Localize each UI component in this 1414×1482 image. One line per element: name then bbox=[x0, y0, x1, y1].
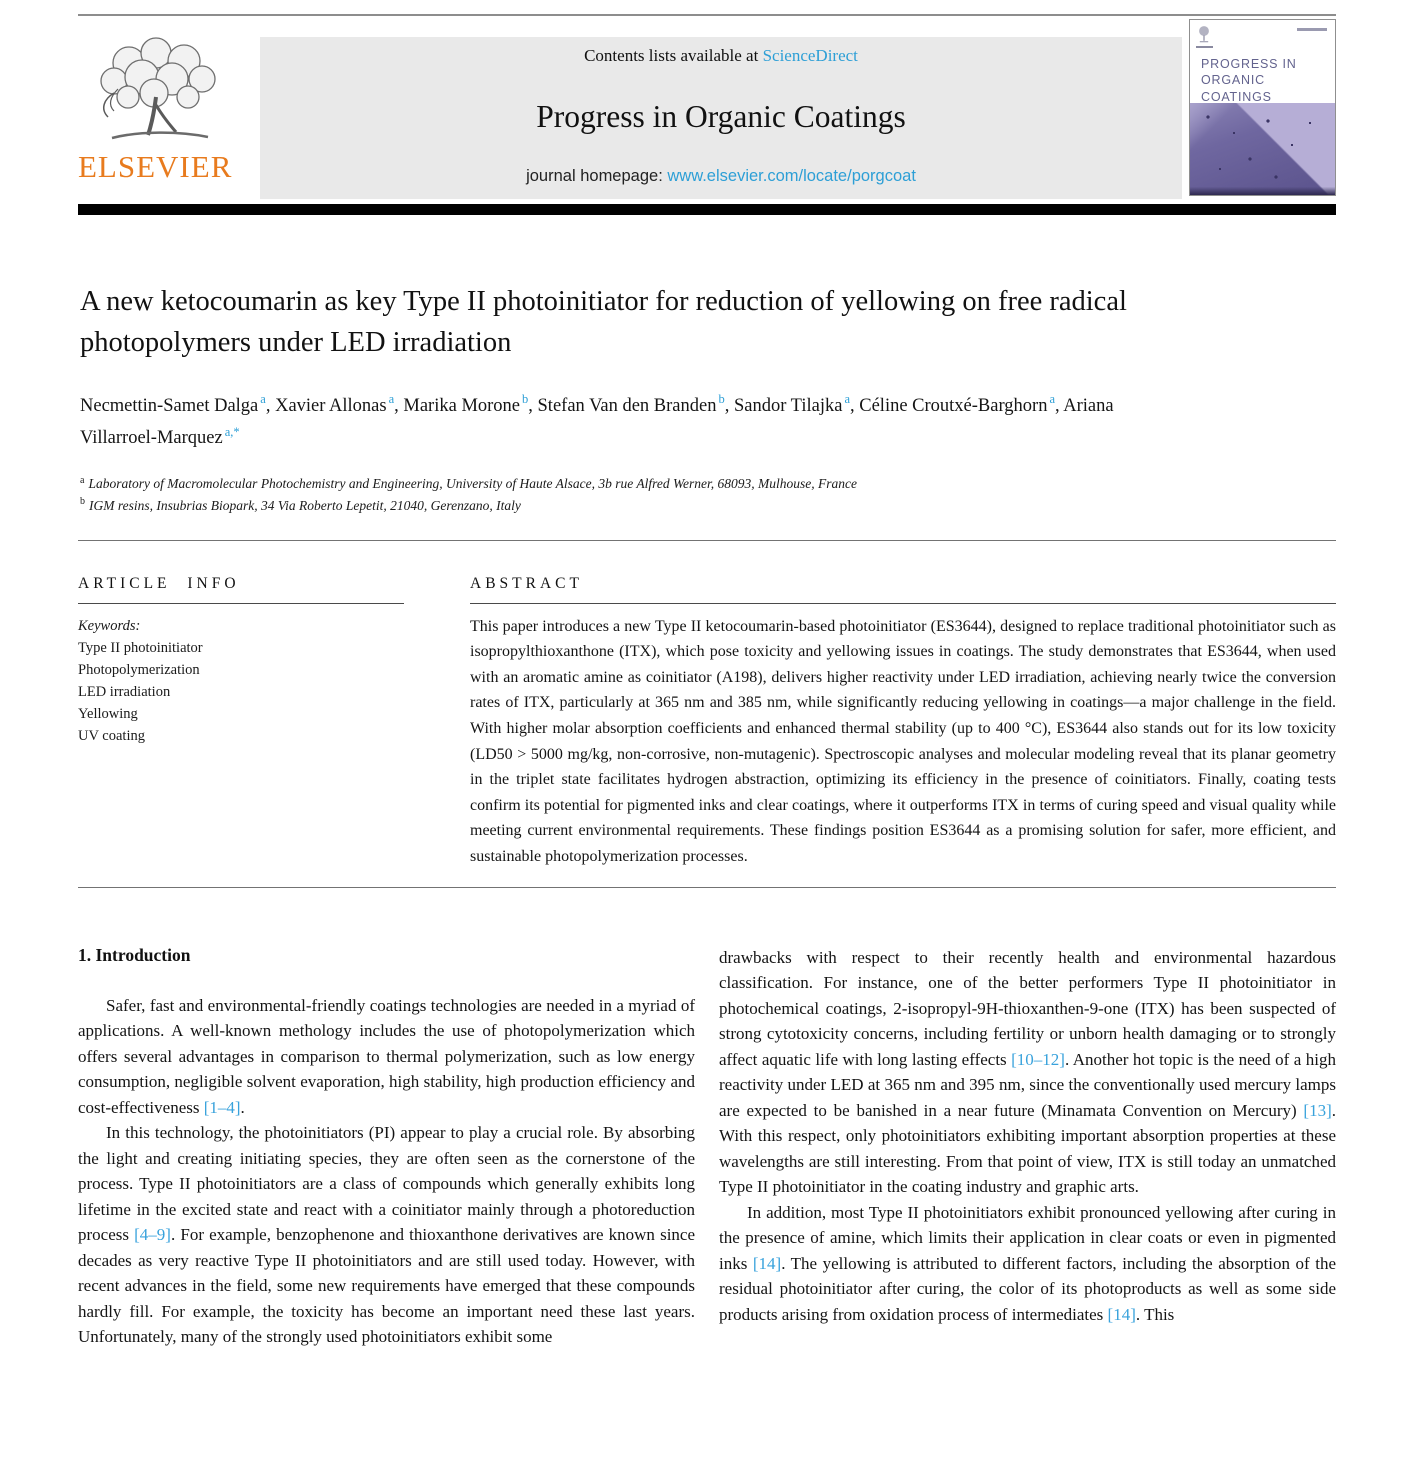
cover-title-line: ORGANIC bbox=[1201, 73, 1265, 88]
cover-issn-text bbox=[1297, 28, 1327, 31]
contents-note: Contents lists available at bbox=[584, 46, 759, 65]
keyword-item: Photopolymerization bbox=[78, 661, 200, 678]
affiliations bbox=[80, 473, 1336, 516]
column-gap bbox=[404, 575, 470, 870]
abstract-text: This paper introduces a new Type II ketocoumarin-based photoinitiator (ES3644), designed to replace traditional photoinitiator such as isopropylthioxanthone (ITX), which pose toxicity and yellowing issues in coatings. The study demonstrates that ES3644, when used with an aromatic amine as coinitiator (A198), delivers higher reactivity under LED irradiation, achieving nearly twice the conversion rates of ITX, particularly at 365 nm and 385 nm, while significantly reducing yellowing in coatings—a major challenge in the field. With higher molar absorption coefficients and enhanced thermal stability (up to 400 °C), ES3644 also stands out for its low toxicity (LD50 > 5000 mg/kg, non-corrosive, non-mutagenic). Spectroscopic analyses and molecular modeling reveal that its planar geometry in the triplet state facilitates hydrogen abstraction, optimizing its efficiency in the presence of coinitiators. Finally, coating tests confirm its potential for pigmented inks and clear coatings, where it outperforms ITX in terms of curing speed and visual quality while meeting current environmental requirements. These findings position ES3644 as a promising solution for safer, more efficient, and sustainable photopolymerization processes. bbox=[470, 617, 1336, 865]
keywords-block bbox=[78, 615, 404, 747]
affiliation-a bbox=[80, 473, 1336, 495]
keyword-item: Yellowing bbox=[78, 705, 138, 722]
journal-article-page bbox=[0, 14, 1414, 1350]
intro-paragraph-4: In addition, most Type II photoinitiators exhibit pronounced yellowing after curing in the presence of amine, which limits their application in clear coats or even in pigmented inks [14]. The yellowing is attributed to different factors, including the absorption of the residual photoinitiator after curing, the color of its photoproducts as well as some side products arising from oxidation process of intermediates [14]. This bbox=[719, 1202, 1337, 1324]
introduction-section bbox=[78, 945, 1336, 1350]
citation-link[interactable]: [4–9] bbox=[134, 1225, 171, 1244]
intro-paragraph-1: Safer, fast and environmental-friendly coatings technologies are needed in a myriad of applications. A well-known methology includes the use of photopolymerization which offers several advantages in comparison to thermal polymerization, such as low energy consumption, negligible solvent evaporation, high stability, high production efficiency and cost-effectiveness [1–4]. bbox=[78, 995, 695, 1117]
intro-paragraph-3: drawbacks with respect to their recently health and environmental hazardous classification. For instance, one of the better performers Type II photoinitiator in photochemical coatings, 2-isopropyl-9H-thioxanthen-9-one (ITX) has been suspected of strong cytotoxicity concerns, including fertility or unborn health damaging or to strongly affect aquatic life with long lasting effects [10–12]. Another hot topic is the need of a high reactivity under LED at 365 nm and 395 nm, since the conventionally used mercury lamps are expected to be banished in a near future (Minamata Convention on Mercury) [13]. With this respect, only photoinitiators exhibiting important absorption properties at these wavelengths are still interesting. From that point of view, ITX is still today an unmatched Type II photoinitiator in the coating industry and graphic arts. bbox=[719, 947, 1336, 1196]
affiliation-b-label: b bbox=[80, 496, 85, 508]
citation-link[interactable]: [14] bbox=[752, 1253, 782, 1273]
abstract-heading: ABSTRACT bbox=[470, 574, 583, 592]
front-matter bbox=[78, 281, 1336, 517]
affiliation-a-text: Laboratory of Macromolecular Photochemistry and Engineering, University of Haute Alsace, 3b rue Alfred Werner, 68093, Mulhouse, France bbox=[88, 476, 857, 492]
author-affiliation-sup[interactable]: b bbox=[718, 392, 725, 407]
elsevier-wordmark: ELSEVIER bbox=[78, 149, 233, 184]
affiliation-b-text: IGM resins, Insubrias Biopark, 34 Via Roberto Lepetit, 21040, Gerenzano, Italy bbox=[89, 497, 521, 513]
keyword-item: UV coating bbox=[78, 727, 145, 744]
author-affiliation-sup[interactable]: a bbox=[260, 392, 266, 407]
homepage-link[interactable]: www.elsevier.com/locate/porgcoat bbox=[667, 167, 916, 185]
homepage-label: journal homepage: bbox=[526, 167, 663, 185]
author-affiliation-sup[interactable]: a,* bbox=[224, 424, 240, 439]
abstract-column bbox=[470, 575, 1336, 870]
keywords-list bbox=[78, 637, 404, 747]
abstract-rule bbox=[470, 603, 1336, 604]
citation-link[interactable]: [14] bbox=[1107, 1304, 1136, 1324]
article-info-heading: ARTICLE INFO bbox=[78, 574, 240, 592]
author-affiliation-sup[interactable]: a bbox=[1049, 392, 1056, 407]
author-affiliation-sup[interactable]: a bbox=[388, 392, 395, 407]
article-title: A new ketocoumarin as key Type II photoinitiator for reduction of yellowing on free radical photopolymers under LED irradiation bbox=[80, 286, 1127, 359]
top-divider bbox=[78, 14, 1336, 16]
cover-elsevier-mini-icon bbox=[1197, 25, 1211, 44]
cover-title-line: PROGRESS IN bbox=[1201, 57, 1297, 71]
section-divider bbox=[78, 540, 1336, 541]
journal-cover-thumbnail[interactable] bbox=[1189, 19, 1336, 196]
keywords-label: Keywords: bbox=[78, 617, 141, 634]
cover-micrograph-image bbox=[1190, 103, 1335, 195]
masthead-black-bar bbox=[78, 204, 1336, 215]
cover-title-line: COATINGS bbox=[1201, 89, 1272, 104]
journal-masthead bbox=[78, 19, 1336, 199]
journal-banner bbox=[260, 37, 1182, 199]
info-abstract-section bbox=[78, 575, 1336, 870]
author-list: Necmettin-Samet Dalga $^a$, Xavier Allonas $^a$, Marika Morone $^b$, Stefan Van den Branden $^b$, Sandor Tilajka $^a$, Céline Croutxé-Barghorn $^a$, Ariana Villarroel-Marquez $^{a,*}$ bbox=[80, 392, 1114, 448]
elsevier-logo bbox=[78, 19, 258, 185]
author-affiliation-sup[interactable]: a bbox=[844, 392, 850, 407]
affiliation-a-label: a bbox=[80, 474, 85, 486]
author-affiliation-sup[interactable]: b bbox=[522, 392, 529, 407]
contents-line bbox=[584, 46, 858, 66]
cover-elsevier-mini-wordmark bbox=[1196, 46, 1213, 48]
homepage-line bbox=[526, 167, 916, 186]
citation-link[interactable]: [13] bbox=[1303, 1100, 1332, 1120]
article-info-rule bbox=[78, 603, 404, 604]
journal-title: Progress in Organic Coatings bbox=[536, 98, 906, 134]
article-info-column bbox=[78, 575, 404, 870]
citation-link[interactable]: [1–4] bbox=[203, 1097, 241, 1117]
intro-paragraph-2: In this technology, the photoinitiators (PI) appear to play a crucial role. By absorbing the light and creating initiating species, they are often seen as the cornerstone of the process. Type II photoinitiators are a class of compounds which generally exhibits long lifetime in the excited state and react with a coinitiator mainly through a photoreduction process [4–9]. For example, benzophenone and thioxanthone derivatives are known since decades as very reactive Type II photoinitiators and are still used today. However, with recent advances in the field, some new requirements have emerged that these compounds hardly fill. For example, the toxicity has become an important need these last years. Unfortunately, many of the strongly used photoinitiators exhibit some bbox=[78, 1123, 696, 1346]
introduction-heading: 1. Introduction bbox=[78, 944, 191, 965]
body-column-right bbox=[719, 945, 1336, 1350]
elsevier-tree-icon bbox=[84, 35, 234, 147]
affiliation-b bbox=[80, 495, 1336, 517]
cover-journal-title bbox=[1201, 56, 1297, 105]
keyword-item: LED irradiation bbox=[78, 683, 171, 700]
sciencedirect-link[interactable]: ScienceDirect bbox=[762, 46, 858, 65]
keyword-item: Type II photoinitiator bbox=[78, 639, 203, 656]
citation-link[interactable]: [10–12] bbox=[1011, 1049, 1065, 1069]
body-column-left bbox=[78, 945, 695, 1350]
section-divider bbox=[78, 887, 1336, 888]
